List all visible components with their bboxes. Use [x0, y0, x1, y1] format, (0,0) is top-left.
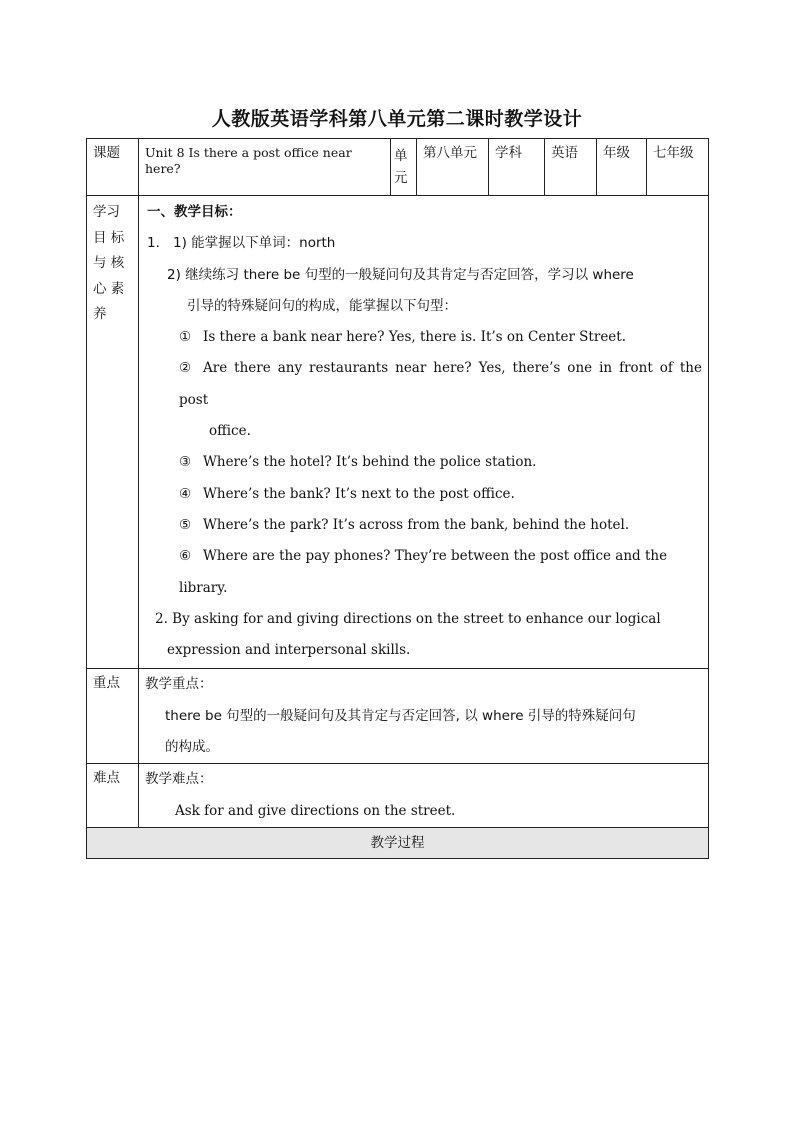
sentence-text: Are there any restaurants near here? Yes, there’s one in front of the post [179, 360, 702, 408]
key-points-line1: there be 句型的一般疑问句及其肯定与否定回答, 以 where 引导的特殊疑问句 [165, 707, 636, 724]
goals-label-line: 目 标 [93, 229, 125, 246]
goals-item-1 [147, 228, 702, 259]
process-header: 教学过程 [87, 827, 709, 858]
grade-label: 年级 [597, 139, 647, 196]
goals-item-1-number: 1. [147, 235, 160, 252]
document-title: 人教版英语学科第八单元第二课时教学设计 [211, 108, 583, 130]
key-points-content [139, 669, 709, 764]
sentence-marker: ⑥ [179, 548, 192, 565]
key-points-heading: 教学重点： [145, 676, 213, 693]
goals-label-line: 与 核 [93, 255, 125, 271]
key-points-line2: 的构成。 [165, 739, 219, 756]
sentence-5 [147, 510, 702, 541]
sentence-text: office. [209, 423, 251, 440]
sentence-2-cont [147, 416, 702, 447]
sentence-6 [147, 541, 702, 604]
sentence-text: Where are the pay phones? They’re between the post office and the library. [179, 548, 668, 596]
sentence-marker: ① [179, 329, 192, 346]
goals-label-line: 学习 [93, 204, 120, 220]
sentence-text: Is there a bank near here? Yes, there is. It’s on Center Street. [203, 329, 627, 346]
difficulties-row [87, 764, 709, 828]
difficulties-content [139, 764, 709, 828]
sentence-2 [147, 353, 702, 416]
sentence-text: Where’s the hotel? It’s behind the police station. [203, 454, 537, 471]
goals-heading: 一、教学目标： [147, 204, 242, 220]
topic-value: Unit 8 Is there a post office near here? [139, 139, 391, 196]
sentence-marker: ⑤ [179, 516, 192, 533]
topic-label: 课题 [87, 139, 139, 196]
goals-label [87, 196, 139, 669]
key-points-label: 重点 [87, 669, 139, 764]
goals-label-line: 养 [93, 306, 107, 322]
header-row [87, 139, 709, 196]
sentence-text: Where’s the park? It’s across from the bank, behind the hotel. [203, 516, 630, 533]
subject-value: 英语 [545, 139, 597, 196]
sentence-marker: ④ [179, 485, 192, 502]
goals-item-1-sub2-line2: 引导的特殊疑问句的构成，能掌握以下句型： [187, 297, 457, 314]
goals-row [87, 196, 709, 669]
difficulties-heading: 教学难点： [145, 771, 213, 788]
key-points-row [87, 669, 709, 764]
goals-item-1-sub1: 1) 能掌握以下单词：north [173, 235, 336, 252]
sentence-marker: ③ [179, 454, 192, 471]
goals-item-2-line1: 2. By asking for and giving directions on the street to enhance our logical [155, 610, 661, 627]
sentence-1 [147, 322, 702, 353]
sentence-4 [147, 479, 702, 510]
difficulties-label: 难点 [87, 764, 139, 828]
goals-content [139, 196, 709, 669]
difficulties-line1: Ask for and give directions on the street. [175, 802, 456, 819]
unit-value: 第八单元 [417, 139, 489, 196]
goals-item-1-sub2-line1: 2) 继续练习 there be 句型的一般疑问句及其肯定与否定回答，学习以 where [167, 266, 634, 283]
sentence-marker: ② [179, 360, 192, 377]
lesson-plan-table [86, 138, 709, 859]
process-row [87, 827, 709, 858]
goals-label-line: 心 素 [93, 280, 125, 297]
subject-label: 学科 [489, 139, 545, 196]
goals-item-2-line2: expression and interpersonal skills. [167, 642, 411, 659]
sentence-text: Where’s the bank? It’s next to the post office. [203, 485, 515, 502]
grade-value: 七年级 [647, 139, 709, 196]
unit-label: 单元 [391, 139, 417, 196]
sentence-3 [147, 447, 702, 478]
